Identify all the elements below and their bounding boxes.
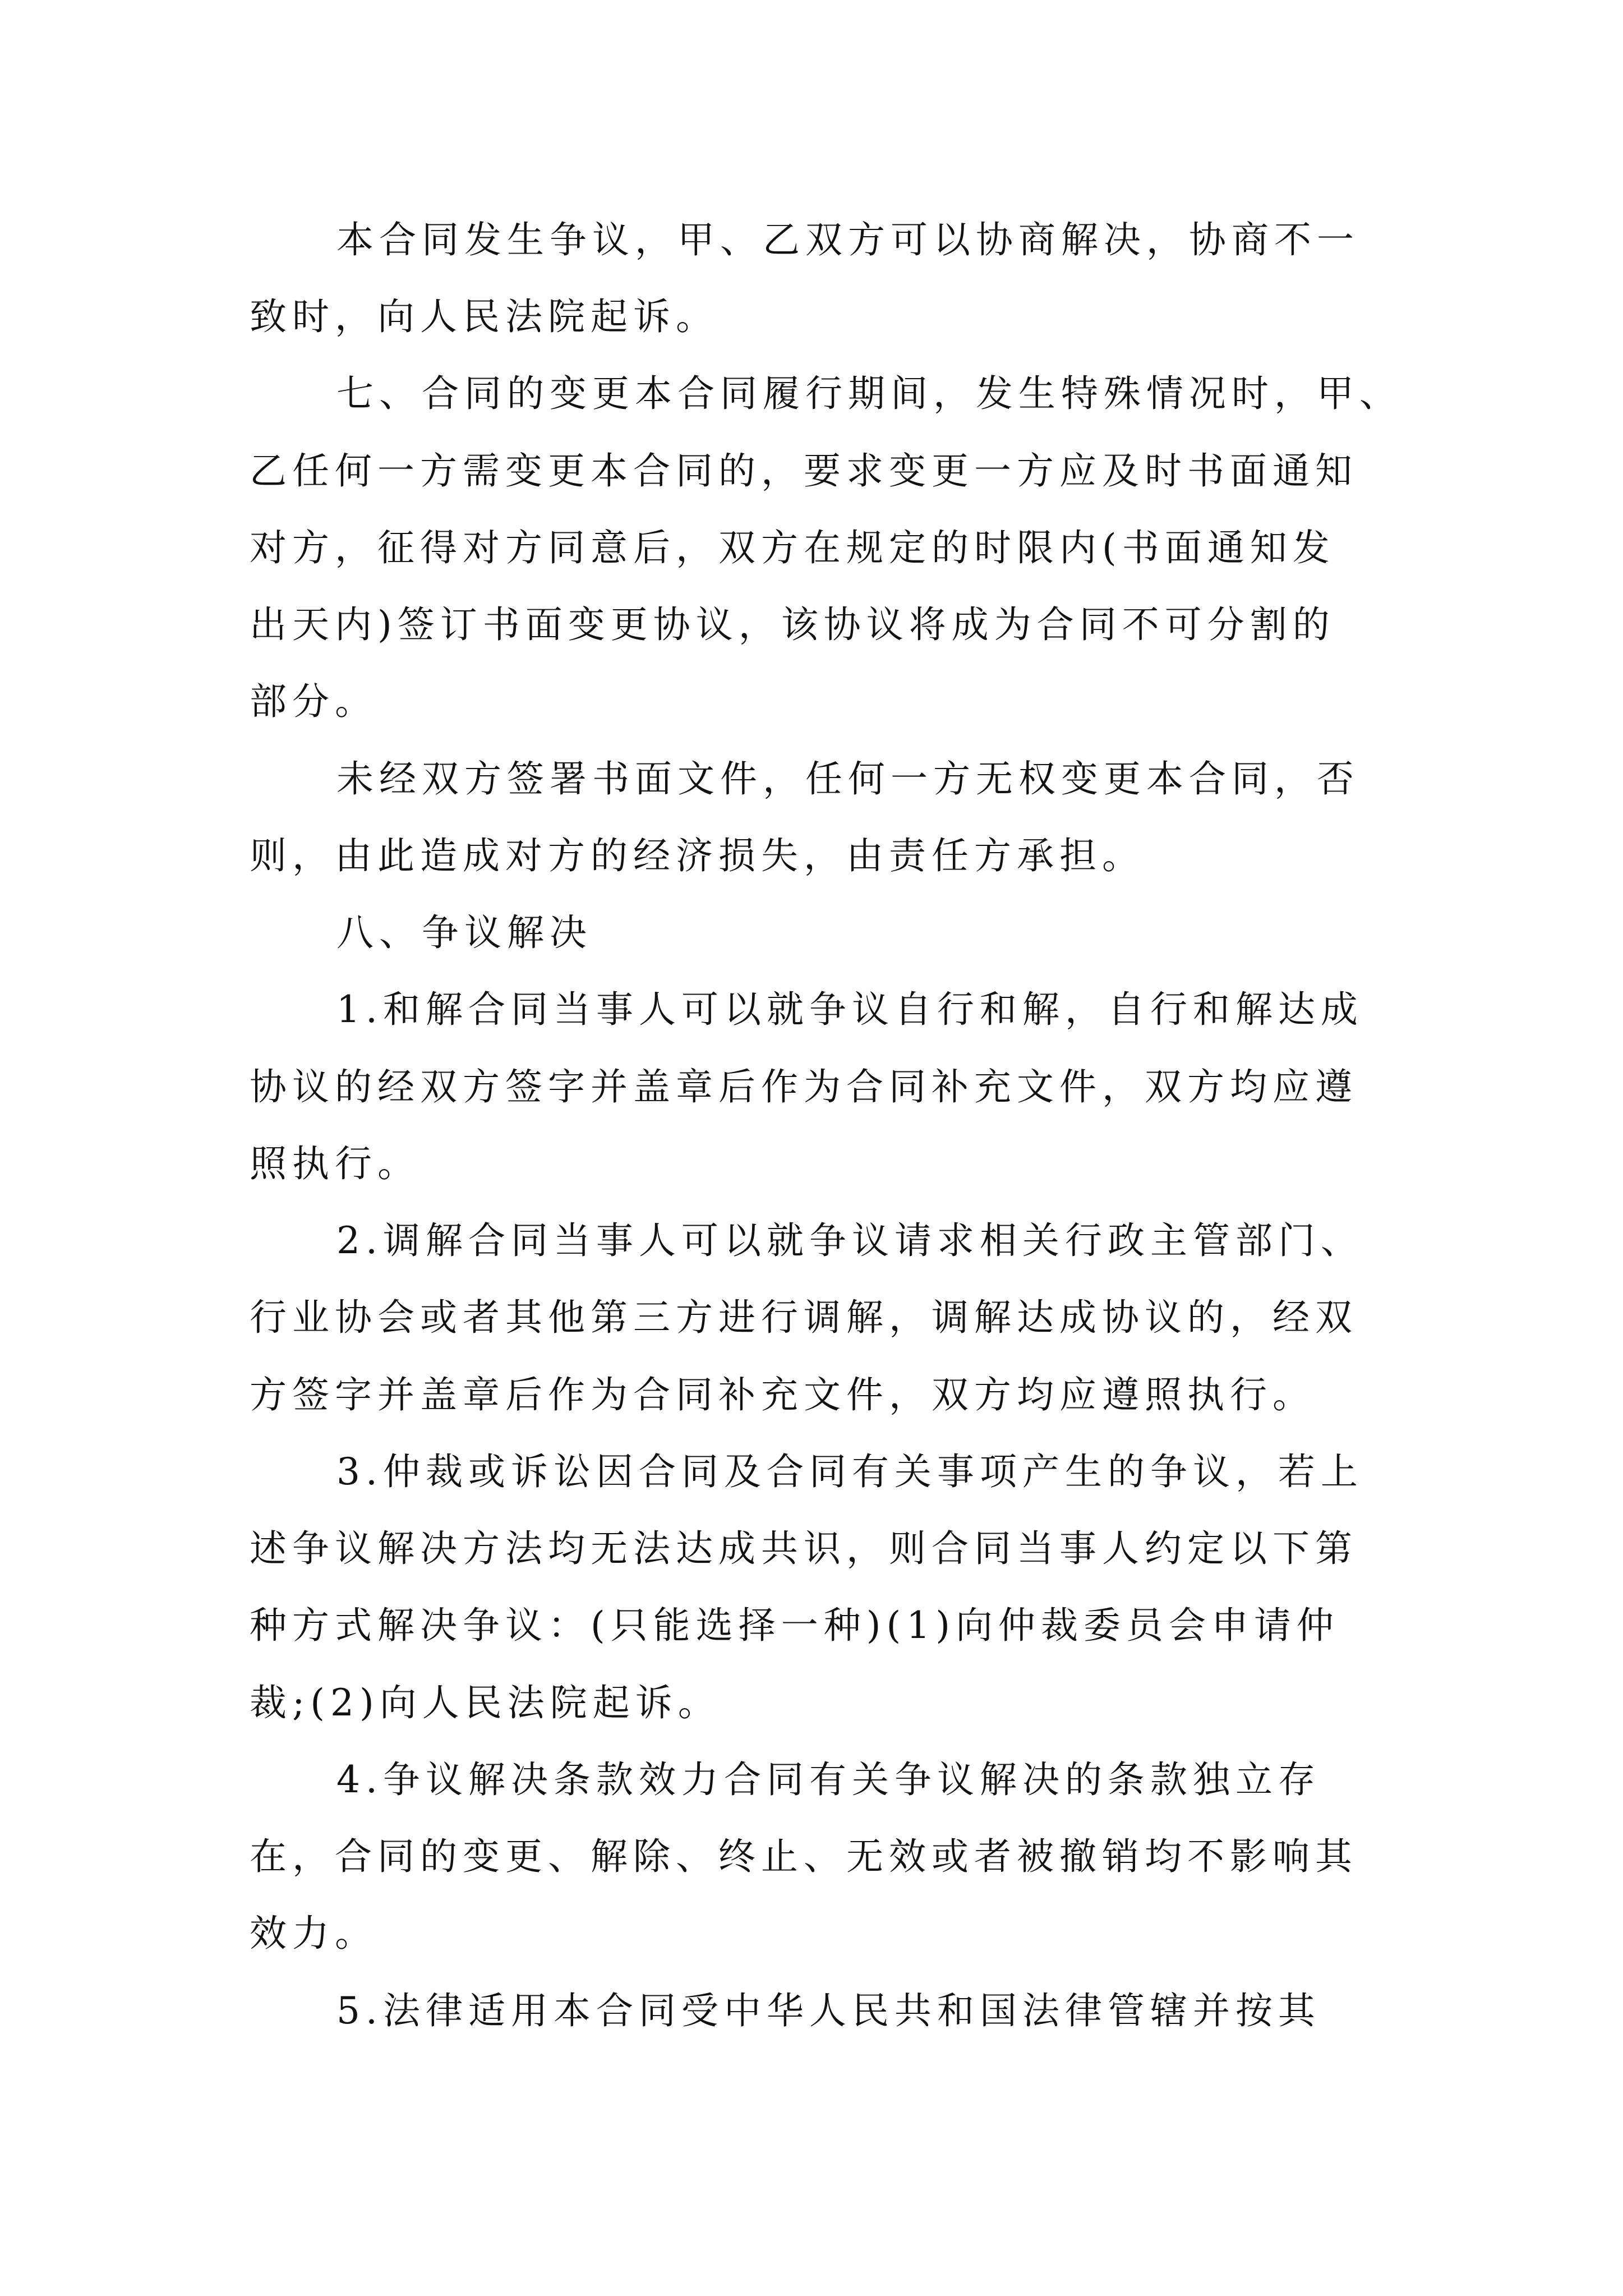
text-line: 行业协会或者其他第三方进行调解，调解达成协议的，经双 <box>250 1296 1358 1339</box>
text-line: 3.仲裁或诉讼因合同及合同有关事项产生的争议，若上 <box>336 1450 1363 1493</box>
text-line: 1.和解合同当事人可以就争议自行和解，自行和解达成 <box>336 988 1363 1031</box>
text-line: 七、合同的变更本合同履行期间，发生特殊情况时，甲、 <box>336 372 1402 415</box>
text-line: 致时，向人民法院起诉。 <box>250 295 718 338</box>
text-line: 本合同发生争议，甲、乙双方可以协商解决，协商不一 <box>336 218 1359 261</box>
text-line: 述争议解决方法均无法达成共识，则合同当事人约定以下第 <box>250 1527 1358 1570</box>
text-line: 照执行。 <box>250 1142 420 1185</box>
text-line: 则，由此造成对方的经济损失，由责任方承担。 <box>250 834 1145 877</box>
text-line: 效力。 <box>250 1912 377 1955</box>
text-line: 4.争议解决条款效力合同有关争议解决的条款独立存 <box>336 1758 1321 1801</box>
text-line: 协议的经双方签字并盖章后作为合同补充文件，双方均应遵 <box>250 1065 1358 1108</box>
text-line: 方签字并盖章后作为合同补充文件，双方均应遵照执行。 <box>250 1373 1315 1416</box>
section-heading: 八、争议解决 <box>336 911 592 954</box>
text-line: 裁;(2)向人民法院起诉。 <box>250 1681 721 1724</box>
text-line: 在，合同的变更、解除、终止、无效或者被撤销均不影响其 <box>250 1835 1358 1878</box>
text-line: 对方，征得对方同意后，双方在规定的时限内(书面通知发 <box>250 526 1335 569</box>
text-line: 出天内)签订书面变更协议，该协议将成为合同不可分割的 <box>250 603 1335 646</box>
text-line: 2.调解合同当事人可以就争议请求相关行政主管部门、 <box>336 1219 1363 1262</box>
text-line: 未经双方签署书面文件，任何一方无权变更本合同，否 <box>336 757 1359 800</box>
text-line: 5.法律适用本合同受中华人民共和国法律管辖并按其 <box>336 1989 1321 2032</box>
text-line: 乙任何一方需变更本合同的，要求变更一方应及时书面通知 <box>250 449 1358 493</box>
text-line: 种方式解决争议：(只能选择一种)(1)向仲裁委员会申请仲 <box>250 1604 1339 1647</box>
text-line: 部分。 <box>250 680 377 723</box>
